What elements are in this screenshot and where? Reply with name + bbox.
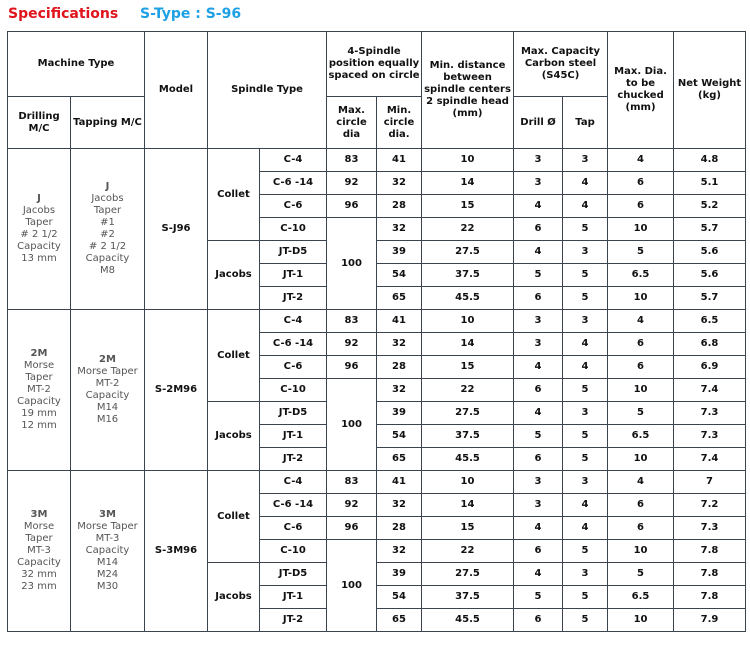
spindle-type-cell: JT-D5: [260, 241, 327, 264]
tapping-mc-cell-line: Capacity: [85, 545, 130, 556]
min-distance-cell: 22: [422, 218, 514, 241]
tap-cell: 4: [563, 356, 608, 379]
net-weight-cell: 7.2: [674, 494, 746, 517]
drilling-mc-cell-line: Taper: [25, 217, 53, 228]
tapping-mc-cell-line: J: [105, 181, 110, 192]
tapping-mc-cell: [71, 149, 145, 310]
tap-cell: 5: [563, 287, 608, 310]
spindle-group-jacobs: Jacobs: [208, 563, 260, 632]
header-tap: Tap: [563, 97, 608, 149]
spindle-type-cell: C-4: [260, 149, 327, 172]
net-weight-cell: 7.8: [674, 540, 746, 563]
min-distance-cell: 45.5: [422, 448, 514, 471]
max-dia-cell: 4: [608, 471, 674, 494]
tapping-mc-cell-line: MT-2: [95, 378, 120, 389]
net-weight-cell: 5.6: [674, 241, 746, 264]
drilling-mc-cell-line: Capacity: [17, 557, 61, 568]
min-circle-cell: 39: [377, 563, 422, 586]
tap-cell: 3: [563, 241, 608, 264]
drilling-mc-cell-line: Taper: [25, 372, 53, 383]
drilling-mc-cell: [8, 149, 71, 310]
min-distance-cell: 15: [422, 517, 514, 540]
spindle-group-collet: Collet: [208, 310, 260, 402]
min-circle-cell: 32: [377, 218, 422, 241]
max-dia-cell: 6.5: [608, 425, 674, 448]
drill-cell: 6: [514, 609, 563, 632]
tapping-mc-cell-line: M14: [96, 557, 119, 568]
max-circle-cell: 92: [327, 494, 377, 517]
model-cell: S-J96: [145, 149, 208, 310]
tap-cell: 4: [563, 494, 608, 517]
max-dia-cell: 10: [608, 218, 674, 241]
drilling-mc-cell-line: 32 mm: [21, 569, 57, 580]
min-distance-cell: 27.5: [422, 402, 514, 425]
spec-table: [7, 31, 746, 632]
tapping-mc-cell-line: #1: [100, 217, 115, 228]
max-dia-cell: 6: [608, 494, 674, 517]
model-cell: S-2M96: [145, 310, 208, 471]
max-dia-cell: 6: [608, 517, 674, 540]
drill-cell: 4: [514, 402, 563, 425]
tapping-mc-cell: [71, 310, 145, 471]
max-dia-cell: 6: [608, 172, 674, 195]
net-weight-cell: 7.8: [674, 586, 746, 609]
max-dia-cell: 4: [608, 310, 674, 333]
drilling-mc-cell: [8, 310, 71, 471]
drill-cell: 4: [514, 563, 563, 586]
header-spindle-type: Spindle Type: [208, 32, 327, 149]
min-circle-cell: 54: [377, 264, 422, 287]
max-dia-cell: 6: [608, 333, 674, 356]
max-circle-cell: 100: [327, 540, 377, 632]
tapping-mc-cell-line: 2M: [99, 354, 116, 365]
spindle-type-cell: C-6 -14: [260, 172, 327, 195]
max-circle-cell: 96: [327, 517, 377, 540]
header-min-distance: Min. distance between spindle centers 2 spindle head (mm): [422, 32, 514, 149]
max-circle-cell: 92: [327, 333, 377, 356]
min-circle-cell: 65: [377, 448, 422, 471]
drilling-mc-cell-line: Capacity: [17, 241, 61, 252]
drilling-mc-cell-line: # 2 1/2: [20, 229, 58, 240]
max-circle-cell: 83: [327, 310, 377, 333]
drilling-mc-cell-line: 19 mm: [21, 408, 57, 419]
min-distance-cell: 37.5: [422, 586, 514, 609]
net-weight-cell: 6.5: [674, 310, 746, 333]
min-distance-cell: 22: [422, 540, 514, 563]
min-circle-cell: 41: [377, 310, 422, 333]
max-dia-cell: 10: [608, 287, 674, 310]
net-weight-cell: 6.8: [674, 333, 746, 356]
drill-cell: 6: [514, 287, 563, 310]
drill-cell: 6: [514, 218, 563, 241]
max-dia-cell: 10: [608, 448, 674, 471]
spindle-type-cell: C-10: [260, 218, 327, 241]
tap-cell: 4: [563, 333, 608, 356]
min-distance-cell: 10: [422, 310, 514, 333]
net-weight-cell: 5.6: [674, 264, 746, 287]
spindle-type-cell: JT-D5: [260, 563, 327, 586]
drill-cell: 4: [514, 517, 563, 540]
header-max-circle: Max. circle dia: [327, 97, 377, 149]
min-circle-cell: 41: [377, 471, 422, 494]
tap-cell: 3: [563, 310, 608, 333]
header-tapping: Tapping M/C: [71, 97, 145, 149]
tapping-mc-cell-line: Taper: [93, 205, 122, 216]
spindle-type-cell: C-6: [260, 356, 327, 379]
net-weight-cell: 5.7: [674, 287, 746, 310]
tapping-mc-cell-line: Jacobs: [91, 193, 124, 204]
drill-cell: 6: [514, 379, 563, 402]
min-circle-cell: 54: [377, 425, 422, 448]
max-circle-cell: 83: [327, 471, 377, 494]
min-circle-cell: 28: [377, 356, 422, 379]
drilling-mc-cell-line: 23 mm: [21, 581, 57, 592]
spindle-group-collet: Collet: [208, 149, 260, 241]
tap-cell: 5: [563, 425, 608, 448]
min-distance-cell: 14: [422, 494, 514, 517]
spindle-type-cell: C-6: [260, 517, 327, 540]
header-min-circle: Min. circle dia.: [377, 97, 422, 149]
drilling-mc-cell-line: Morse: [23, 521, 55, 532]
max-dia-cell: 5: [608, 402, 674, 425]
header-max-capacity: Max. Capacity Carbon steel (S45C): [514, 32, 608, 97]
drill-cell: 3: [514, 333, 563, 356]
table-row: [8, 310, 746, 333]
min-circle-cell: 54: [377, 586, 422, 609]
min-distance-cell: 22: [422, 379, 514, 402]
tap-cell: 3: [563, 149, 608, 172]
min-distance-cell: 14: [422, 172, 514, 195]
min-distance-cell: 15: [422, 195, 514, 218]
min-distance-cell: 45.5: [422, 287, 514, 310]
drilling-mc-cell-line: 12 mm: [21, 420, 57, 431]
min-circle-cell: 39: [377, 402, 422, 425]
spindle-type-cell: C-10: [260, 540, 327, 563]
title-bar: [8, 4, 748, 26]
drilling-mc-cell-line: Capacity: [17, 396, 61, 407]
table-row: [8, 471, 746, 494]
net-weight-cell: 4.8: [674, 149, 746, 172]
spindle-type-cell: C-10: [260, 379, 327, 402]
header-max-dia: Max. Dia. to be chucked (mm): [608, 32, 674, 149]
drilling-mc-cell-line: Taper: [25, 533, 53, 544]
min-circle-cell: 28: [377, 517, 422, 540]
min-distance-cell: 10: [422, 149, 514, 172]
drill-cell: 3: [514, 149, 563, 172]
tap-cell: 4: [563, 517, 608, 540]
spindle-group-jacobs: Jacobs: [208, 402, 260, 471]
min-circle-cell: 65: [377, 609, 422, 632]
net-weight-cell: 7.4: [674, 379, 746, 402]
header-model: Model: [145, 32, 208, 149]
tapping-mc-cell-line: M30: [96, 581, 119, 592]
max-dia-cell: 5: [608, 563, 674, 586]
tap-cell: 5: [563, 264, 608, 287]
min-circle-cell: 28: [377, 195, 422, 218]
max-dia-cell: 10: [608, 540, 674, 563]
drilling-mc-cell-line: 13 mm: [21, 253, 57, 264]
drill-cell: 5: [514, 264, 563, 287]
max-circle-cell: 92: [327, 172, 377, 195]
drill-cell: 4: [514, 195, 563, 218]
spindle-type-cell: JT-2: [260, 448, 327, 471]
spindle-type-cell: JT-D5: [260, 402, 327, 425]
tap-cell: 5: [563, 586, 608, 609]
drill-cell: 4: [514, 356, 563, 379]
spindle-type-cell: JT-1: [260, 425, 327, 448]
max-circle-cell: 100: [327, 218, 377, 310]
max-dia-cell: 10: [608, 609, 674, 632]
header-drilling: Drilling M/C: [8, 97, 71, 149]
spindle-type-cell: C-4: [260, 310, 327, 333]
tap-cell: 5: [563, 540, 608, 563]
min-circle-cell: 32: [377, 540, 422, 563]
tapping-mc-cell-line: M8: [100, 265, 115, 276]
min-distance-cell: 15: [422, 356, 514, 379]
drill-cell: 3: [514, 172, 563, 195]
max-circle-cell: 83: [327, 149, 377, 172]
spindle-group-collet: Collet: [208, 471, 260, 563]
model-cell: S-3M96: [145, 471, 208, 632]
max-circle-cell: 96: [327, 195, 377, 218]
max-circle-cell: 96: [327, 356, 377, 379]
net-weight-cell: 5.1: [674, 172, 746, 195]
spindle-type-cell: JT-1: [260, 264, 327, 287]
drill-cell: 6: [514, 448, 563, 471]
max-dia-cell: 6.5: [608, 264, 674, 287]
tap-cell: 3: [563, 471, 608, 494]
drill-cell: 4: [514, 241, 563, 264]
tapping-mc-cell-line: Morse Taper: [77, 521, 138, 532]
min-distance-cell: 14: [422, 333, 514, 356]
spindle-type-cell: JT-2: [260, 287, 327, 310]
min-distance-cell: 45.5: [422, 609, 514, 632]
header-net-weight: Net Weight (kg): [674, 32, 746, 149]
spindle-type-cell: C-6 -14: [260, 333, 327, 356]
drilling-mc-cell-line: 2M: [30, 348, 48, 359]
header-machine-type: Machine Type: [8, 32, 145, 97]
spindle-group-jacobs: Jacobs: [208, 241, 260, 310]
net-weight-cell: 5.2: [674, 195, 746, 218]
min-circle-cell: 32: [377, 172, 422, 195]
drilling-mc-cell-line: MT-2: [27, 384, 51, 395]
tap-cell: 3: [563, 563, 608, 586]
drill-cell: 3: [514, 310, 563, 333]
drill-cell: 3: [514, 471, 563, 494]
max-dia-cell: 5: [608, 241, 674, 264]
max-dia-cell: 6: [608, 356, 674, 379]
drilling-mc-cell-line: Jacobs: [22, 205, 56, 216]
page-subtitle: S-Type : S-96: [140, 6, 242, 22]
net-weight-cell: 7.9: [674, 609, 746, 632]
min-distance-cell: 27.5: [422, 563, 514, 586]
min-circle-cell: 65: [377, 287, 422, 310]
net-weight-cell: 7: [674, 471, 746, 494]
tapping-mc-cell-line: M16: [96, 414, 119, 425]
tap-cell: 4: [563, 172, 608, 195]
min-circle-cell: 32: [377, 333, 422, 356]
drilling-mc-cell-line: 3M: [30, 509, 48, 520]
drill-cell: 5: [514, 425, 563, 448]
min-circle-cell: 32: [377, 494, 422, 517]
max-circle-cell: 100: [327, 379, 377, 471]
spindle-type-cell: C-4: [260, 471, 327, 494]
tap-cell: 3: [563, 402, 608, 425]
tapping-mc-cell-line: MT-3: [95, 533, 120, 544]
max-dia-cell: 6: [608, 195, 674, 218]
min-circle-cell: 41: [377, 149, 422, 172]
net-weight-cell: 5.7: [674, 218, 746, 241]
net-weight-cell: 7.3: [674, 402, 746, 425]
min-distance-cell: 27.5: [422, 241, 514, 264]
min-distance-cell: 10: [422, 471, 514, 494]
min-distance-cell: 37.5: [422, 425, 514, 448]
max-dia-cell: 10: [608, 379, 674, 402]
tapping-mc-cell-line: Morse Taper: [77, 366, 138, 377]
drill-cell: 5: [514, 586, 563, 609]
tapping-mc-cell-line: #2: [100, 229, 115, 240]
min-circle-cell: 39: [377, 241, 422, 264]
tapping-mc-cell-line: # 2 1/2: [88, 241, 127, 252]
spec-table-body: [8, 149, 746, 632]
table-row: [8, 149, 746, 172]
drilling-mc-cell: [8, 471, 71, 632]
drilling-mc-cell-line: J: [37, 193, 41, 204]
tapping-mc-cell: [71, 471, 145, 632]
tap-cell: 5: [563, 609, 608, 632]
header-drill: Drill Ø: [514, 97, 563, 149]
tapping-mc-cell-line: M14: [96, 402, 119, 413]
page-title: Specifications: [8, 6, 119, 22]
tapping-mc-cell-line: 3M: [99, 509, 116, 520]
drill-cell: 3: [514, 494, 563, 517]
drilling-mc-cell-line: Morse: [23, 360, 55, 371]
net-weight-cell: 7.3: [674, 425, 746, 448]
spindle-type-cell: JT-2: [260, 609, 327, 632]
tap-cell: 5: [563, 218, 608, 241]
spindle-type-cell: C-6: [260, 195, 327, 218]
max-dia-cell: 4: [608, 149, 674, 172]
header-four-spindle: 4-Spindle position equally spaced on circle: [327, 32, 422, 97]
net-weight-cell: 6.9: [674, 356, 746, 379]
tap-cell: 5: [563, 379, 608, 402]
drill-cell: 6: [514, 540, 563, 563]
min-circle-cell: 32: [377, 379, 422, 402]
tapping-mc-cell-line: Capacity: [85, 390, 130, 401]
tap-cell: 5: [563, 448, 608, 471]
tap-cell: 4: [563, 195, 608, 218]
max-dia-cell: 6.5: [608, 586, 674, 609]
drilling-mc-cell-line: MT-3: [27, 545, 51, 556]
tapping-mc-cell-line: M24: [96, 569, 119, 580]
net-weight-cell: 7.3: [674, 517, 746, 540]
spindle-type-cell: JT-1: [260, 586, 327, 609]
net-weight-cell: 7.4: [674, 448, 746, 471]
tapping-mc-cell-line: Capacity: [85, 253, 130, 264]
min-distance-cell: 37.5: [422, 264, 514, 287]
net-weight-cell: 7.8: [674, 563, 746, 586]
spindle-type-cell: C-6 -14: [260, 494, 327, 517]
